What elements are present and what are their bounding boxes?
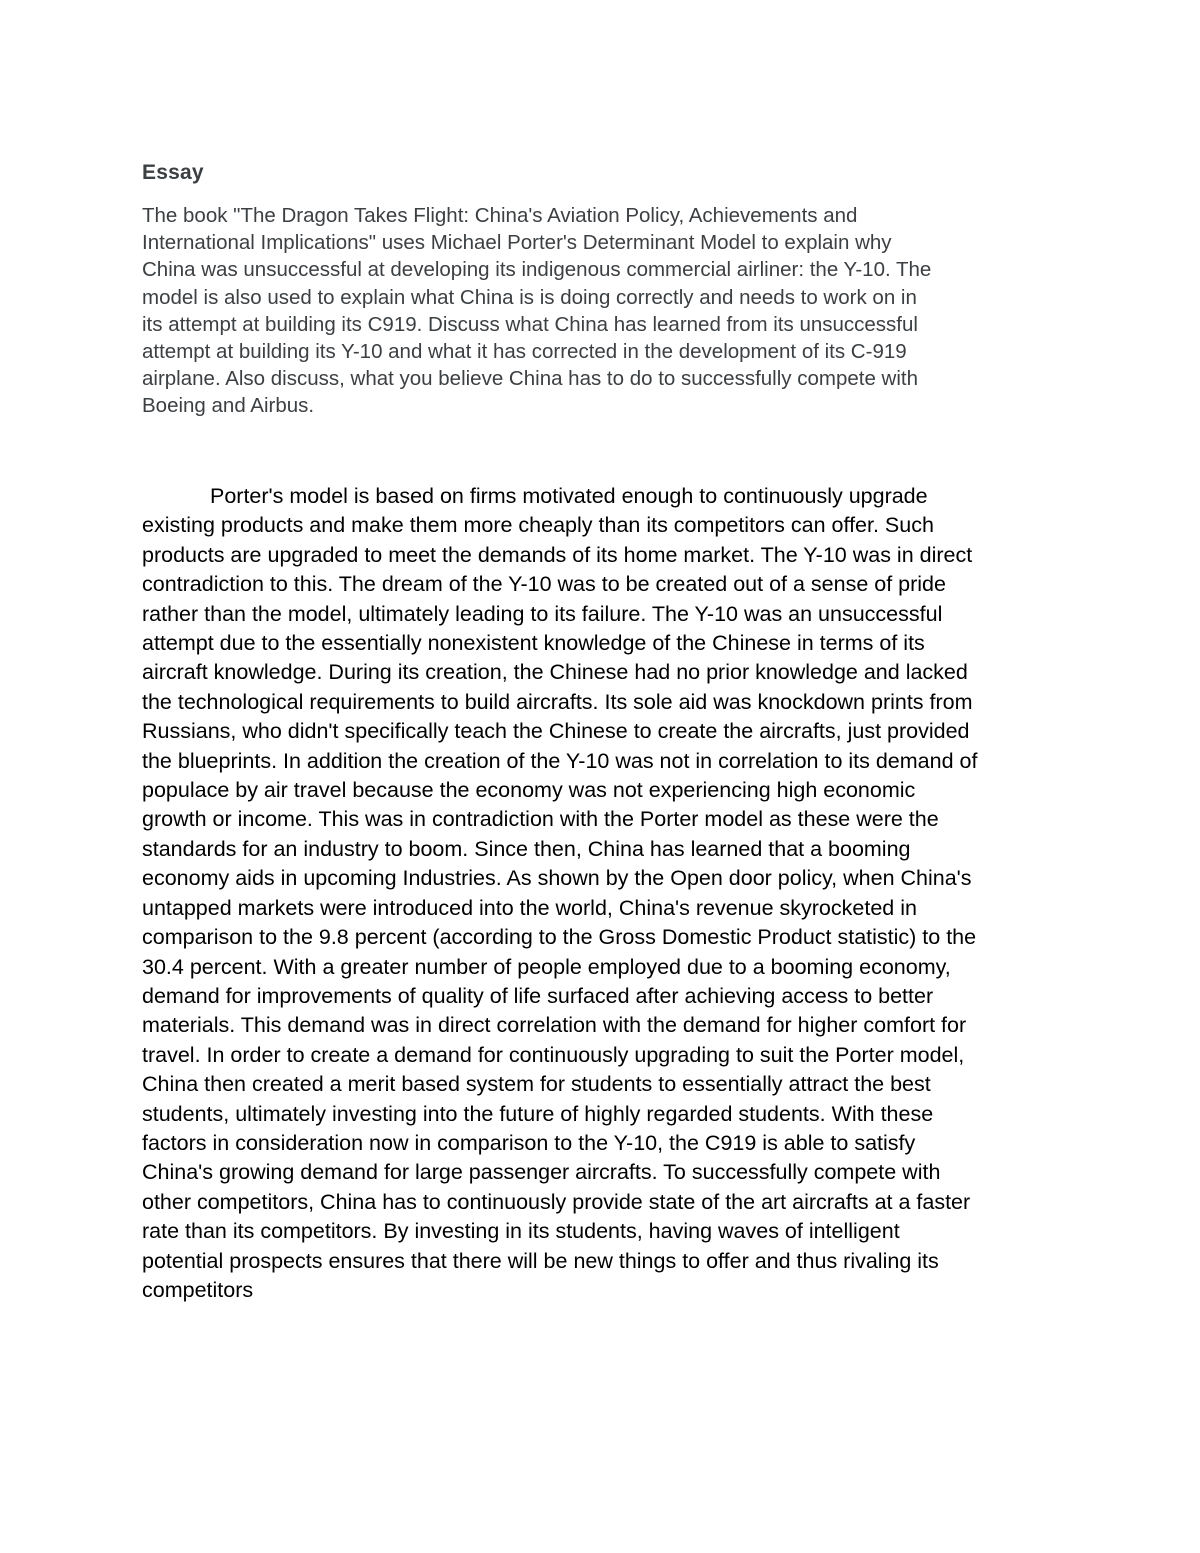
- essay-body-text: Porter's model is based on firms motivated enough to continuously upgrade existing products and make them more cheaply than its competitors can offer. Such products are upgraded to meet the demands of its home market. The Y-10 was in direct contradiction to this. The dream of the Y-10 was to be created out of a sense of pride rather than the model, ultimately leading to its failure. The Y-10 was an unsuccessful attempt due to the essentially nonexistent knowledge of the Chinese in terms of its aircraft knowledge. During its creation, the Chinese had no prior knowledge and lacked the technological requirements to build aircrafts. Its sole aid was knockdown prints from Russians, who didn't specifically teach the Chinese to create the aircrafts, just provided the blueprints. In addition the creation of the Y-10 was not in correlation to its demand of populace by air travel because the economy was not experiencing high economic growth or income. This was in contradiction with the Porter model as these were the standards for an industry to boom. Since then, China has learned that a booming economy aids in upcoming Industries. As shown by the Open door policy, when China's untapped markets were introduced into the world, China's revenue skyrocketed in comparison to the 9.8 percent (according to the Gross Domestic Product statistic) to the 30.4 percent. With a greater number of people employed due to a booming economy, demand for improvements of quality of life surfaced after achieving access to better materials. This demand was in direct correlation with the demand for higher comfort for travel. In order to create a demand for continuously upgrading to suit the Porter model, China then created a merit based system for students to essentially attract the best students, ultimately investing into the future of highly regarded students. With these factors in consideration now in comparison to the Y-10, the C919 is able to satisfy China's growing demand for large passenger aircrafts. To successfully compete with other competitors, China has to continuously provide state of the art aircrafts at a faster rate than its competitors. By investing in its students, having waves of intelligent potential prospects ensures that there will be new things to offer and thus rivaling its competitors: [142, 484, 978, 1302]
- essay-prompt: The book "The Dragon Takes Flight: China's Aviation Policy, Achievements and International Implications" uses Michael Porter's Determinant Model to explain why China was unsuccessful at developing its indigenous commercial airliner: the Y-10. The model is also used to explain what China is is doing correctly and needs to work on in its attempt at building its C919. Discuss what China has learned from its unsuccessful attempt at building its Y-10 and what it has corrected in the development of its C-919 airplane. Also discuss, what you believe China has to do to successfully compete with Boeing and Airbus.: [142, 204, 932, 418]
- essay-body: [142, 482, 1072, 1305]
- essay-heading: Essay: [142, 161, 204, 184]
- essay-header-section: [142, 158, 1072, 420]
